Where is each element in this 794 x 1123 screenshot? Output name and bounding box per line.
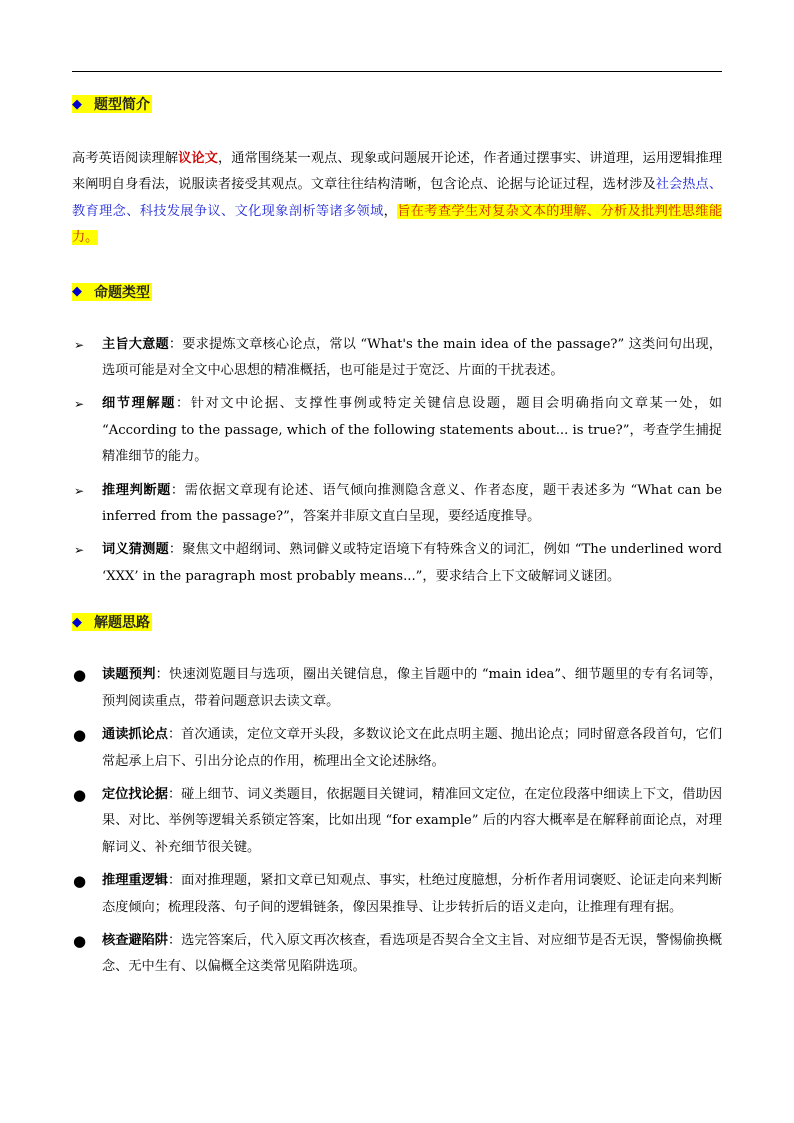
list-item: [72, 391, 722, 470]
round-bullet-icon: ●: [73, 872, 87, 891]
intro-text-3: ，: [383, 203, 398, 219]
approach-list: [72, 662, 722, 980]
item-text: ：需依据文章现有论述、语气倾向推测隐含意义、作者态度，题干表述多为 “What can be inferred from the passage?”，答案并非原文直白呈现，要经适度推导。: [102, 482, 723, 525]
item-term: 读题预判: [102, 667, 156, 683]
item-text: ：要求提炼文章核心论点，常以 “What's the main idea of the passage?” 这类问句出现，选项可能是对全文中心思想的精准概括，也可能是过于宽泛、片面的干扰表述。: [102, 336, 722, 379]
round-bullet-icon: ●: [73, 785, 87, 804]
section-heading-intro: [72, 92, 722, 116]
list-item: [72, 662, 722, 715]
heading-text: 题型简介: [94, 97, 150, 113]
intro-red-emphasis: 议论文: [178, 151, 218, 166]
intro-text-1: 高考英语阅读理解: [72, 151, 179, 166]
intro-text-2: ，通常围绕某一观点、现象或问题展开论述，作者通过摆事实、讲道理，运用逻辑推理来阐明自身看法，说服读者接受其观点。文章往往结构清晰，包含论点、论据与论证过程，选材涉及: [72, 151, 723, 193]
diamond-icon: ◆: [72, 284, 82, 300]
item-term: 通读抓论点: [102, 727, 168, 743]
item-term: 定位找论据: [102, 786, 168, 802]
diamond-icon: ◆: [72, 96, 82, 112]
item-text: ：首次通读，定位文章开头段，多数议论文在此点明主题、抛出论点；同时留意各段首句，它们常起承上启下、引出分论点的作用，梳理出全文论述脉络。: [102, 727, 723, 769]
item-term: 主旨大意题: [102, 336, 169, 352]
item-text: ：面对推理题，紧扣文章已知观点、事实，杜绝过度臆想，分析作者用词褒贬、论证走向来判断态度倾向；梳理段落、句子间的逻辑链条，像因果推导、让步转折后的语义走向，让推理有理有据。: [102, 873, 723, 915]
list-item: [72, 928, 722, 981]
arrowhead-icon: ➢: [74, 483, 85, 498]
item-text: ：选完答案后，代入原文再次核查，看选项是否契合全文主旨、对应细节是否无误，警惕偷换概念、无中生有、以偏概全这类常见陷阱选项。: [102, 932, 723, 975]
heading-text: 命题类型: [94, 284, 150, 301]
heading-highlight: [72, 95, 152, 113]
list-item: [72, 722, 722, 775]
heading-highlight: [72, 613, 152, 631]
item-text: ：碰上细节、词义类题目，依据题目关键词，精准回文定位，在定位段落中细读上下文，借助因果、对比、举例等逻辑关系锁定答案，比如出现 “for example” 后的内容大概率是在解释前面论点，对理解词义、补充细节很关键。: [102, 786, 723, 855]
round-bullet-icon: ●: [73, 726, 87, 745]
list-item: [72, 332, 722, 385]
heading-text: 解题思路: [94, 615, 150, 632]
diamond-icon: ◆: [72, 614, 82, 630]
item-term: 推理判断题: [102, 482, 171, 498]
item-text: ：快速浏览题目与选项，圈出关键信息，像主旨题中的 “main idea”、细节题里的专有名词等，预判阅读重点，带着问题意识去读文章。: [102, 667, 722, 709]
round-bullet-icon: ●: [73, 666, 87, 685]
item-term: 词义猜测题: [102, 542, 169, 558]
intro-paragraph: [72, 146, 722, 252]
heading-highlight: [72, 283, 152, 301]
item-term: 推理重逻辑: [102, 873, 168, 889]
item-text: ：针对文中论据、支撑性事例或特定关键信息设题，题目会明确指向文章某一处，如 “According to the passage, which of the following statements about... is true?”，考查学生捕捉精准细节的能力。: [102, 396, 723, 465]
header-rule: [72, 71, 722, 72]
section-heading-approach: [72, 610, 722, 634]
item-term: 细节理解题: [102, 396, 177, 412]
intro-yellow-highlight: 旨在考查学生对复杂文本的理解、分析及批判性思维能力。: [72, 203, 723, 246]
round-bullet-icon: ●: [73, 931, 87, 950]
question-type-list: [72, 332, 722, 591]
list-item: [72, 478, 722, 531]
intro-blue-emphasis: 社会热点、教育理念、科技发展争议、文化现象剖析等诸多领域: [72, 177, 723, 219]
arrowhead-icon: ➢: [74, 543, 85, 558]
arrowhead-icon: ➢: [74, 397, 85, 412]
document-body: [72, 92, 722, 981]
item-term: 核查避陷阱: [102, 932, 168, 948]
arrowhead-icon: ➢: [74, 337, 85, 352]
list-item: [72, 782, 722, 861]
list-item: [72, 868, 722, 921]
list-item: [72, 537, 722, 590]
item-text: ：聚焦文中超纲词、熟词僻义或特定语境下有特殊含义的词汇，例如 “The underlined word ‘XXX’ in the paragraph most probably means...”，要求结合上下文破解词义谜团。: [102, 542, 723, 584]
section-heading-types: [72, 280, 722, 304]
